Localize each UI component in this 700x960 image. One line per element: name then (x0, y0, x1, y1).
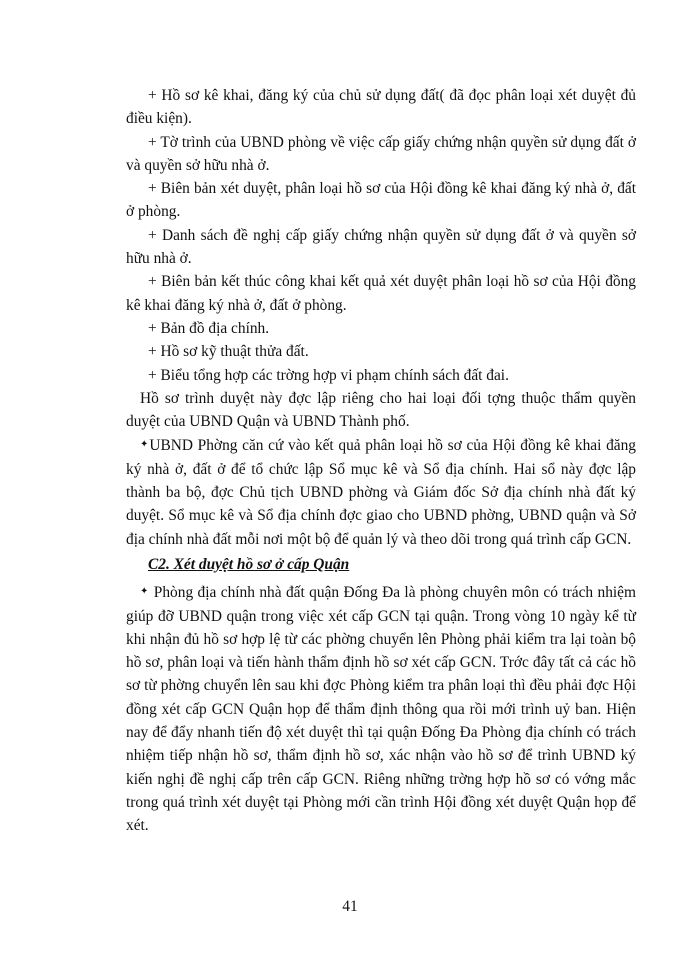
list-item-submission: + Tờ trình của UBND phòng về việc cấp giấy chứng nhận quyền sử dụng đất ở và quyền sở hữu nhà ở. (126, 133, 636, 174)
diamond-bullet-icon: ✦ (140, 439, 149, 451)
list-item-review-minutes: + Biên bản xét duyệt, phân loại hồ sơ của Hội đồng kê khai đăng ký nhà ở, đất ở phòng. (126, 180, 636, 221)
page-number: 41 (342, 898, 358, 915)
list-item-declaration: + Hồ sơ kê khai, đăng ký của chủ sử dụng đất( đã đọc phân loại xét duyệt đủ điều kiện). (126, 87, 636, 128)
diamond-bullet-icon: ✦ (140, 586, 149, 598)
list-item-public-disclosure: + Biên bản kết thúc công khai kết quả xét duyệt phân loại hồ sơ của Hội đồng kê khai đăng ký nhà ở, đất ở phòng. (126, 273, 636, 314)
list-item-request-list: + Danh sách đề nghị cấp giấy chứng nhận quyền sử dụng đất ở và quyền sở hữu nhà ở. (126, 226, 636, 268)
list-item-cadastral-map: + Bản đồ địa chính. (148, 319, 270, 337)
paragraph-district-review-text: Phòng địa chính nhà đất quận Đống Đa là phòng chuyên môn có trách nhiệm giúp đỡ UBND quận trong việc xét cấp GCN tại quận. Trong vòng 10 ngày kể từ khi nhận đủ hồ sơ hợp lệ từ các phờng chuyển lên Phòng phải kiểm tra lại toàn bộ hồ sơ, phân loại và tiến hành thẩm định hồ sơ xét cấp GCN. Trớc đây tất cả các hồ sơ từ phờng chuyển lên sau khi đợc Phòng kiểm tra phân loại thì đều phải đợc Hội đồng xét cấp GCN Quận họp để thẩm định thông qua rồi mới trình uỷ ban. Hiện nay để đẩy nhanh tiến độ xét duyệt thì tại quận Đống Đa Phòng địa chính có trách nhiệm tiếp nhận hồ sơ, thẩm định hồ sơ, xác nhận vào hồ sơ để trình UBND ký kiến nghị đề nghị cấp trên cấp GCN. Riêng những trờng hợp hồ sơ có vớng mắc trong quá trình xét duyệt tại Phòng mới cần trình Hội đồng xét duyệt Quận họp để xét. (126, 584, 636, 835)
paragraph-submission-dossier: Hồ sơ trình duyệt này đợc lập riêng cho hai loại đối tợng thuộc thẩm quyền duyệt của UBND Quận và UBND Thành phố. (126, 389, 636, 431)
list-item-violation-summary: + Biểu tổng hợp các trờng hợp vi phạm chính sách đất đai. (148, 366, 509, 384)
paragraph-ward-ubnd-text: UBND Phờng căn cứ vào kết quả phân loại hồ sơ của Hội đồng kê khai đăng ký nhà ở, đất ở để tổ chức lập Sổ mục kê và Sổ địa chính. Hai sổ này đợc lập thành ba bộ, đợc Chủ tịch UBND phờng và Giám đốc Sở địa chính nhà đất ký duyệt. Sổ mục kê và Sổ địa chính đợc giao cho UBND phờng, UBND quận và Sở địa chính nhà đất mỗi nơi một bộ để quản lý và theo dõi trong quá trình cấp GCN. (126, 437, 636, 548)
section-heading: C2. Xét duyệt hồ sơ ở cấp Quận (148, 555, 350, 573)
page-body (126, 84, 636, 838)
paragraph-ward-ubnd (126, 433, 636, 550)
paragraph-district-review (126, 580, 636, 837)
list-item-parcel-record: + Hồ sơ kỹ thuật thửa đất. (148, 343, 309, 361)
